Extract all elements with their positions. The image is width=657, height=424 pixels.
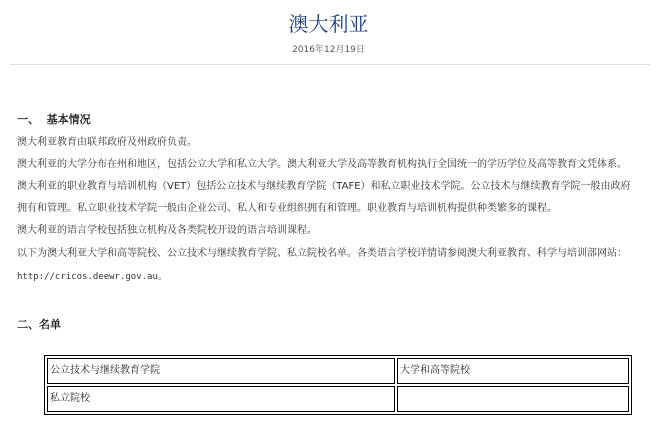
paragraph: 以下为澳大利亚大学和高等院校、公立技术与继续教育学院、私立院校名单。各类语言学校详情请参阅澳大利亚教育、科学与培训部网站：: [17, 248, 627, 259]
publish-date: 2016年12月19日: [292, 45, 365, 55]
table-cell: 大学和高等院校: [397, 358, 629, 384]
table-row: [47, 386, 629, 412]
paragraph: 澳大利亚教育由联邦政府及州政府负责。: [17, 137, 197, 148]
table-row: [47, 358, 629, 384]
table-cell: 私立院校: [47, 386, 395, 412]
page-title: 澳大利亚: [288, 12, 369, 36]
section-heading-list: 二、名单: [17, 318, 61, 331]
paragraph: 澳大利亚的大学分布在州和地区，包括公立大学和私立大学。澳大利亚大学及高等教育机构执行全国统一的学历学位及高等教育文凭体系。: [17, 159, 627, 170]
section-heading-basic-info: 一、 基本情况: [17, 113, 91, 126]
institution-table: [44, 355, 632, 415]
table-cell: [397, 386, 629, 412]
paragraph: 拥有和管理。私立职业技术学院一般由企业公司、私人和专业组织拥有和管理。职业教育与培训机构提供种类繁多的课程。: [17, 203, 557, 214]
header-divider: [10, 64, 650, 65]
website-url: http://cricos.deewr.gov.au。: [17, 272, 167, 282]
table-cell: 公立技术与继续教育学院: [47, 358, 395, 384]
paragraph: 澳大利亚的语言学校包括独立机构及各类院校开设的语言培训课程。: [17, 225, 317, 236]
paragraph: 澳大利亚的职业教育与培训机构（VET）包括公立技术与继续教育学院（TAFE）和私立职业技术学院。公立技术与继续教育学院一般由政府: [17, 181, 631, 192]
